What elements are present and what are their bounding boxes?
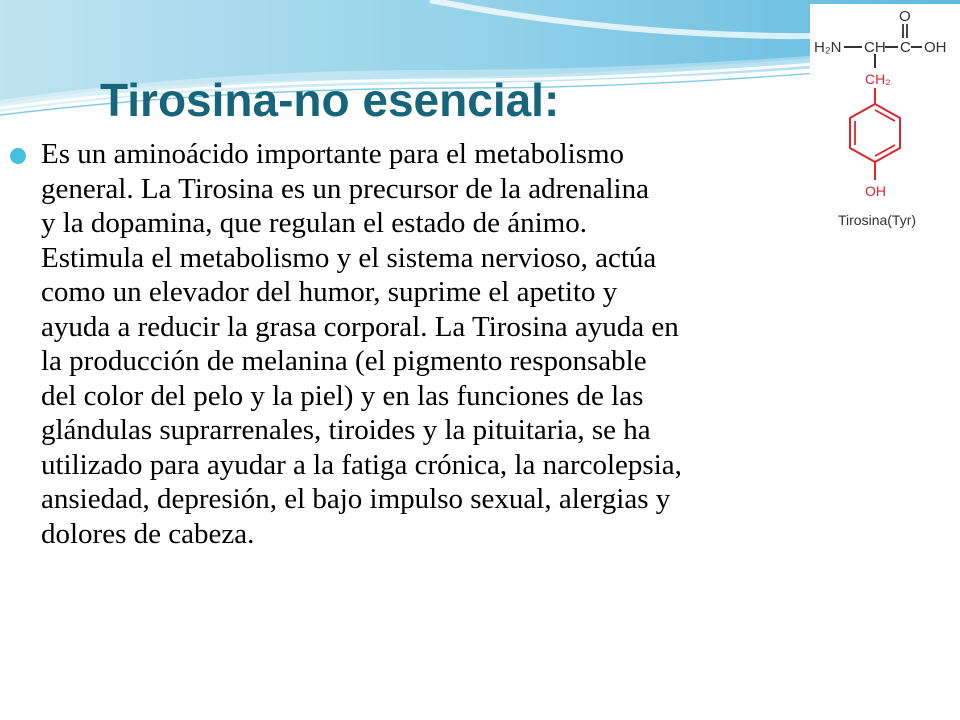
amine-label: H₂N	[814, 39, 842, 56]
slide-title: Tirosina-no esencial:	[100, 74, 560, 126]
slide-body-text: Es un aminoácido importante para el metabolismo general. La Tirosina es un precursor de la adrenalina y la dopamina, que regulan el estado de ánimo. Estimula el metabolismo y el sistema nervioso, actúa como un elevador del humor, suprime el apetito y ayuda a reducir la grasa corporal. La Tirosina ayuda en la producción de melanina (el pigmento responsable del color del pelo y la piel) y en las funciones de las glándulas suprarrenales, tiroides y la pituitaria, se ha utilizado para ayudar a la fatiga crónica, la narcolepsia, ansiedad, depresión, el bajo impulso sexual, alergias y dolores de cabeza.	[41, 138, 682, 550]
ring-double-bond-2	[875, 145, 895, 156]
phenol-hydroxyl-label: OH	[865, 183, 886, 199]
benzene-ring	[850, 104, 900, 162]
methylene-label: CH₂	[865, 71, 891, 87]
alpha-carbon-label: CH	[864, 39, 886, 56]
molecule-caption: Tirosina(Tyr)	[838, 212, 917, 228]
acid-hydroxyl-label: OH	[924, 39, 947, 56]
tyrosine-structure-diagram	[810, 4, 960, 242]
ring-double-bond-1	[875, 110, 895, 121]
tyrosine-structure-figure	[810, 4, 960, 242]
carbonyl-oxygen-label: O	[899, 8, 911, 25]
carboxyl-carbon-label: C	[900, 39, 911, 56]
bullet-icon	[10, 148, 26, 164]
